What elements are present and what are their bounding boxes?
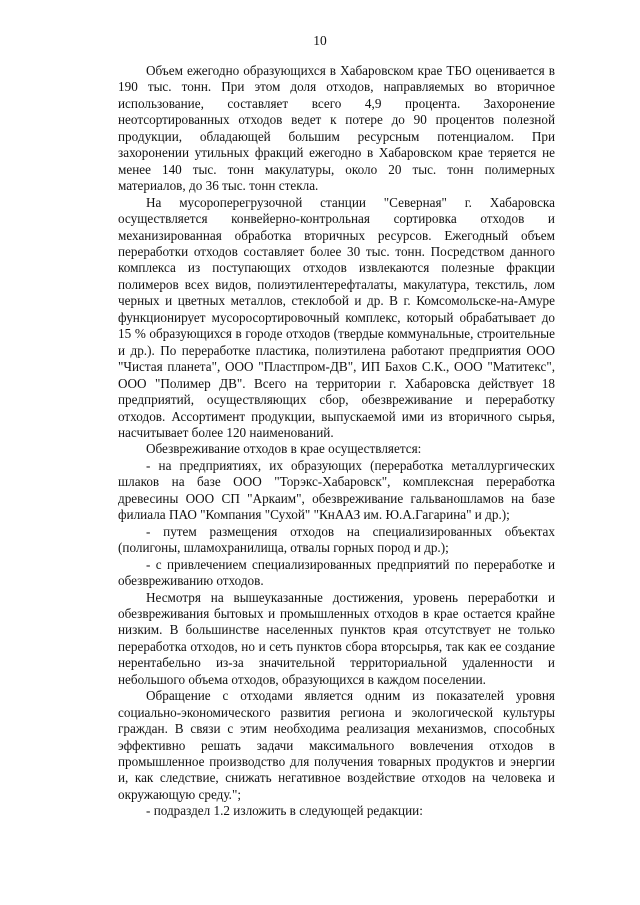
paragraph-low-processing-level: Несмотря на вышеуказанные достижения, уровень переработки и обезвреживания бытовых и промышленных отходов в крае остается крайне низким. В большинстве населенных пунктов края отсутствует не только переработка отходов, но и сеть пунктов сбора вторсырья, так как ее создание нерентабельно из-за значительной территориальной удаленности и небольшого объема отходов, образующихся в каждом поселении. [118,589,555,687]
list-item-enterprises: - на предприятиях, их образующих (переработка металлургических шлаков на базе ООО "Торэкс-Хабаровск", комплексная переработка древесины ООО СП "Аркаим", обезвреживание гальваношламов на базе филиала ПАО "Компания "Сухой" "КнААЗ им. Ю.А.Гагарина" и др.); [118,457,555,523]
paragraph-waste-management-indicator: Обращение с отходами является одним из показателей уровня социально-экономического развития региона и экологической культуры граждан. В связи с этим необходима реализация механизмов, способных эффективно решать задачи максимального вовлечения отходов в промышленное производство для получения товарных продуктов и энергии и, как следствие, снижать негативное воздействие отходов на человека и окружающую среду."; [118,688,555,802]
document-body [118,63,555,820]
page-number: 10 [313,33,327,48]
paragraph-sorting-station: На мусороперегрузочной станции "Северная" г. Хабаровска осуществляется конвейерно-контрольная сортировка отходов и механизированная обработка вторичных ресурсов. Ежегодный объем переработки отходов составляет более 30 тыс. тонн. Посредством данного комплекса из поступающих отходов извлекаются полезные фракции полимеров всех видов, полиэтилентерефталаты, макулатура, текстиль, лом черных и цветных металлов, стеклобой и др. В г. Комсомольске-на-Амуре функционирует мусоросортировочный комплекс, который обрабатывает до 15 % образующихся в городе отходов (твердые коммунальные, строительные и др.). По переработке пластика, полиэтилена работают предприятия ООО "Чистая планета", ООО "Пластпром-ДВ", ИП Бахов С.К., ООО "Матитекс", ООО "Полимер ДВ". Всего на территории г. Хабаровска действует 18 предприятий, осуществляющих сбор, обезвреживание и переработку отходов. Ассортимент продукции, выпускаемой ими из вторичного сырья, насчитывает более 120 наименований. [118,194,555,440]
paragraph-neutralization-intro: Обезвреживание отходов в крае осуществляется: [146,441,422,457]
list-item-specialized-companies: - с привлечением специализированных предприятий по переработке и обезвреживанию отходов. [118,556,555,589]
paragraph-subsection-instruction: - подраздел 1.2 изложить в следующей редакции: [146,803,423,819]
paragraph-msw-volume: Объем ежегодно образующихся в Хабаровском крае ТБО оценивается в 190 тыс. тонн. При этом доля отходов, направляемых во вторичное использование, составляет всего 4,9 процента. Захоронение неотсортированных отходов ведет к потере до 90 процентов полезной продукции, обладающей большим ресурсным потенциалом. При захоронении утильных фракций ежегодно в Хабаровском крае теряется не менее 140 тыс. тонн макулатуры, около 20 тыс. тонн полимерных материалов, до 36 тыс. тонн стекла. [118,63,555,194]
list-item-specialized-sites: - путем размещения отходов на специализированных объектах (полигоны, шламохранилища, отвалы горных пород и др.); [118,523,555,556]
